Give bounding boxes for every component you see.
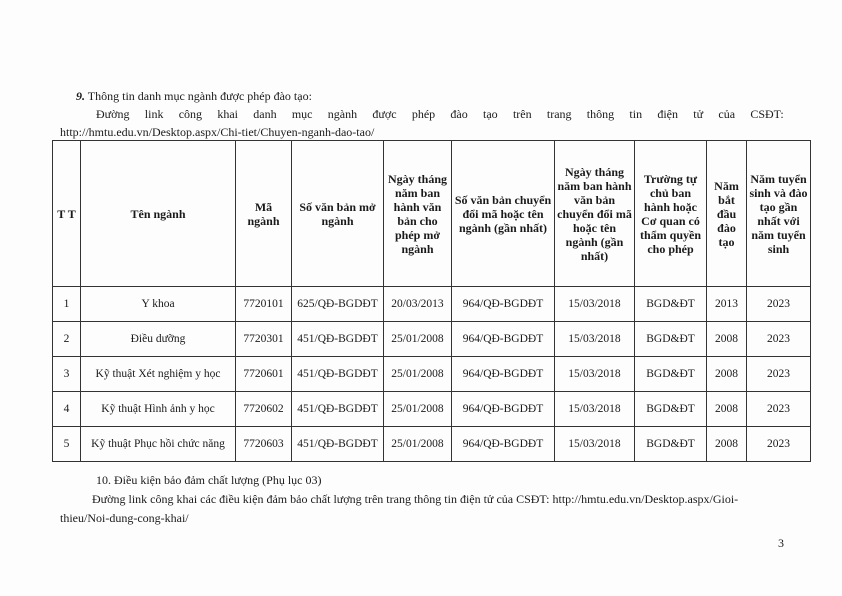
table-cell: 451/QĐ-BGDĐT: [292, 357, 384, 392]
column-header: Tên ngành: [81, 141, 236, 287]
intro-word: danh: [253, 107, 277, 121]
intro-word: tử: [693, 107, 704, 121]
table-cell: 5: [53, 427, 81, 462]
table-cell: 2023: [747, 392, 811, 427]
intro-word: công: [178, 107, 203, 121]
intro-word: tạo: [483, 107, 498, 121]
intro-word: khai: [217, 107, 238, 121]
table-cell: 2023: [747, 427, 811, 462]
table-cell: BGD&ĐT: [635, 322, 707, 357]
table-cell: 2023: [747, 322, 811, 357]
table-cell: 2: [53, 322, 81, 357]
table-cell: 1: [53, 287, 81, 322]
section-10-link-line-1[interactable]: Đường link công khai các điều kiện đảm bảo chất lượng trên trang thông tin điện tử của CSĐT: http://hmtu.edu.vn/Desktop.aspx/Gioi-: [92, 492, 739, 506]
table-cell: 2023: [747, 357, 811, 392]
column-header: T T: [53, 141, 81, 287]
table-cell: 451/QĐ-BGDĐT: [292, 322, 384, 357]
table-cell: 2023: [747, 287, 811, 322]
table-cell: Điều dưỡng: [81, 322, 236, 357]
table-cell: 15/03/2018: [555, 357, 635, 392]
table-header-row: [53, 141, 811, 287]
table-cell: 25/01/2008: [384, 427, 452, 462]
table-cell: 451/QĐ-BGDĐT: [292, 427, 384, 462]
section-9-link-url[interactable]: http://hmtu.edu.vn/Desktop.aspx/Chi-tiet/Chuyen-nganh-dao-tao/: [60, 125, 375, 139]
table-cell: BGD&ĐT: [635, 287, 707, 322]
table-cell: 964/QĐ-BGDĐT: [452, 427, 555, 462]
table-cell: BGD&ĐT: [635, 427, 707, 462]
table-cell: 625/QĐ-BGDĐT: [292, 287, 384, 322]
table-cell: 2008: [707, 357, 747, 392]
intro-word: đào: [450, 107, 468, 121]
intro-word: CSĐT:: [750, 107, 784, 121]
intro-word: được: [372, 107, 397, 121]
column-header: Mã ngành: [236, 141, 292, 287]
intro-word: thông: [586, 107, 615, 121]
intro-word: mục: [291, 107, 313, 121]
table-cell: Kỹ thuật Xét nghiệm y học: [81, 357, 236, 392]
table-cell: Y khoa: [81, 287, 236, 322]
table-cell: 3: [53, 357, 81, 392]
intro-word: trên: [512, 107, 532, 121]
intro-word: của: [718, 107, 736, 121]
table-cell: 964/QĐ-BGDĐT: [452, 287, 555, 322]
table-cell: 7720602: [236, 392, 292, 427]
table-row: [53, 322, 811, 357]
table-cell: 2008: [707, 392, 747, 427]
programs-table: [52, 140, 811, 462]
column-header: Năm tuyển sinh và đào tạo gần nhất với năm tuyển sinh: [747, 141, 811, 287]
table-cell: BGD&ĐT: [635, 357, 707, 392]
page-number: 3: [778, 536, 784, 550]
section-9-heading: [76, 89, 312, 103]
table-cell: Kỹ thuật Hình ảnh y học: [81, 392, 236, 427]
table-cell: 7720603: [236, 427, 292, 462]
column-header: Năm bắt đầu đào tạo: [707, 141, 747, 287]
table-cell: 964/QĐ-BGDĐT: [452, 322, 555, 357]
table-cell: 25/01/2008: [384, 392, 452, 427]
table-cell: 2008: [707, 427, 747, 462]
table-cell: 2008: [707, 322, 747, 357]
intro-word: link: [144, 107, 164, 121]
intro-word: trang: [546, 107, 572, 121]
table-cell: 451/QĐ-BGDĐT: [292, 392, 384, 427]
table-cell: 7720301: [236, 322, 292, 357]
table-cell: 2013: [707, 287, 747, 322]
intro-word: Đường: [96, 107, 130, 121]
section-9-link-intro: [96, 107, 784, 121]
section-10-title: 10. Điều kiện bảo đảm chất lượng (Phụ lục 03): [96, 473, 322, 487]
table-cell: 4: [53, 392, 81, 427]
section-9-number: 9.: [76, 89, 85, 103]
intro-word: tin: [629, 107, 643, 121]
table-cell: 15/03/2018: [555, 322, 635, 357]
intro-word: điện: [657, 107, 679, 121]
section-9-title: Thông tin danh mục ngành được phép đào tạo:: [87, 89, 312, 103]
table-cell: 25/01/2008: [384, 357, 452, 392]
table-row: [53, 392, 811, 427]
column-header: Ngày tháng năm ban hành văn bản chuyển đổi mã hoặc tên ngành (gần nhất): [555, 141, 635, 287]
column-header: Trường tự chủ ban hành hoặc Cơ quan có thẩm quyền cho phép: [635, 141, 707, 287]
intro-word: phép: [411, 107, 436, 121]
table-cell: 25/01/2008: [384, 322, 452, 357]
table-row: [53, 357, 811, 392]
table-row: [53, 287, 811, 322]
column-header: Ngày tháng năm ban hành văn bản cho phép mở ngành: [384, 141, 452, 287]
column-header: Số văn bản chuyển đổi mã hoặc tên ngành (gần nhất): [452, 141, 555, 287]
table-cell: 7720101: [236, 287, 292, 322]
table-cell: 15/03/2018: [555, 427, 635, 462]
table-cell: 15/03/2018: [555, 287, 635, 322]
column-header: Số văn bản mở ngành: [292, 141, 384, 287]
table-cell: 964/QĐ-BGDĐT: [452, 392, 555, 427]
table-cell: 964/QĐ-BGDĐT: [452, 357, 555, 392]
table-cell: Kỹ thuật Phục hồi chức năng: [81, 427, 236, 462]
section-10-link-line-2[interactable]: thieu/Noi-dung-cong-khai/: [60, 511, 189, 525]
table-cell: 20/03/2013: [384, 287, 452, 322]
table-cell: 7720601: [236, 357, 292, 392]
table-cell: 15/03/2018: [555, 392, 635, 427]
table-cell: BGD&ĐT: [635, 392, 707, 427]
table-row: [53, 427, 811, 462]
intro-word: ngành: [327, 107, 358, 121]
